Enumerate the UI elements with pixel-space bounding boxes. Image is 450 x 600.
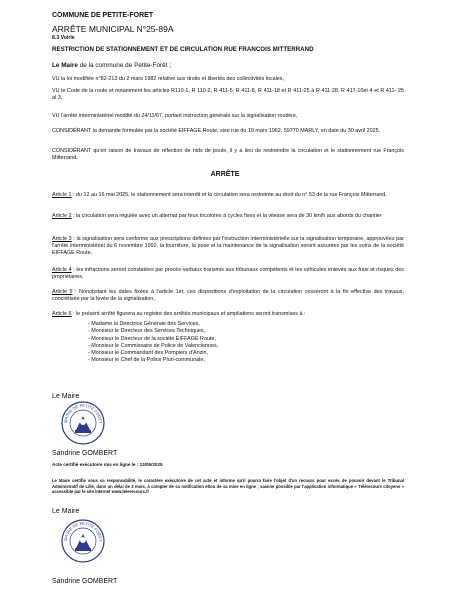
article-1-label: Article 1 — [52, 192, 72, 198]
document-title: RESTRICTION DE STATIONNEMENT ET DE CIRCULATION RUE FRANCOIS MITTERRAND — [52, 46, 314, 53]
signature-name-2: Sandrine GOMBERT — [52, 578, 118, 585]
legal-notice: Le Maire certifie sous sa responsabilité, le caractère exécutoire de cet acte et informe qu'il pourra faire l'objet d'un recours pour excès de pouvoir devant le Tribunal Administratif de Lille, dans un délai de 2 mois, à compter de sa notification et/ou de sa mise en ligne ; saisine possible par l'application informatique « Télérecours citoyens » accessible par le site internet www.telerecours.fr — [52, 478, 404, 495]
article-6 — [52, 311, 404, 318]
publication-date: Acte certifié exécutoire mis en ligne le : 13/05/2025 — [52, 462, 163, 467]
arrete-heading: ARRÊTE — [210, 171, 240, 178]
article-2 — [52, 213, 404, 220]
article-3 — [52, 236, 404, 258]
article-2-label: Article 2 — [52, 213, 72, 219]
category-label: 8.3 Voirie — [52, 35, 75, 41]
visa-1: VU la loi modifiée n°82-213 du 2 mars 1982 relative aux droits et libertés des collectivités locales, — [52, 76, 284, 82]
visa-2: VU le Code de la route et notamment les articles R110-1, R 110-2, R 411-5, R 411-8, R 411-18 et R 411-25 à R 411-28, R 417-10et 4 et R 411- 25 al 3, — [52, 88, 404, 102]
intro-le-maire: Le Maire — [52, 62, 78, 69]
article-2-text: : la circulation sera régulée avec un alternat par feux tricolores à cycles fixes et la vitesse sera de 30 km/h aux abords du chantier — [71, 213, 382, 219]
article-5-label: Article 5 — [52, 289, 73, 295]
recipients-list — [88, 321, 218, 365]
article-4-text: : les infractions seront constatées par procès-verbaux transmis aux tribunaux compétents et les véhicules enlevés aux frais et risques des propriétaires, — [52, 267, 404, 281]
article-4-label: Article 4 — [52, 267, 72, 273]
article-6-label: Article 6 — [52, 311, 72, 317]
recipient-item: - Monsieur le Chef de la Police Pluri-communale, — [88, 357, 205, 364]
recipient-item: - Monsieur le Directeur des Services Techniques, — [88, 328, 206, 335]
article-3-label: Article 3 — [52, 236, 72, 242]
signature-role-1: Le Maire — [52, 393, 80, 400]
signature-role-2: Le Maire — [52, 508, 80, 515]
article-3-text: : la signalisation sera conforme aux prescriptions définies par l'instruction interministérielle sur la signalisation temporaire, approuvées par l'arrêté interministériel du 6 novembre 1992, la fourniture, la pose et la maintenance de la signalisation seront assurées par les soins de la société EIFFAGE Route, — [52, 236, 405, 257]
visa-5: CONSIDÉRANT qu'en raison de travaux de réfection de nids de poule, il y a lieu de restreindre la circulation et le stationnement rue François Mitterrand, — [52, 148, 404, 162]
visa-4: CONSIDÉRANT la demande formulée par la société EIFFAGE Route, sise rue du 19 mars 1962, 59770 MARLY, en date du 30 avril 2025, — [52, 128, 381, 134]
commune-name: COMMUNE DE PETITE-FORET — [52, 12, 154, 19]
signature-name-1: Sandrine GOMBERT — [52, 450, 118, 457]
article-1-text: : du 12 au 16 mai 2025, le stationnement sera interdit et la circulation sera restreinte au droit du n° 53 de la rue François Mitterrand, — [71, 192, 387, 198]
visa-3: VU l'arrêté interministériel modifié du 24/11/67, portant instruction générale sur la signalisation routière, — [52, 113, 298, 119]
mairie-seal-icon — [60, 518, 106, 564]
seal-text: MAIRIE DE PETITE-FORET — [62, 402, 104, 424]
article-1 — [52, 192, 404, 199]
arrete-number: ARRÊTE MUNICIPAL N°25-89A — [52, 24, 174, 34]
article-6-text: : le présent arrêté figurera au registre des arrêtés municipaux et ampliations seront transmises à : — [71, 311, 306, 317]
intro-commune: de la commune de Petite-Forêt ; — [77, 62, 172, 69]
intro-line — [52, 62, 171, 69]
mairie-seal-icon — [60, 400, 106, 446]
recipient-item: - Monsieur le Commissaire de Police de Valenciennes, — [88, 342, 219, 349]
recipient-item: - Monsieur le Commandant des Pompiers d'Anzin, — [88, 350, 208, 357]
recipient-item: - Madame la Directrice Générale des Services, — [88, 321, 200, 327]
recipient-item: - Monsieur le Directeur de la société EIFFAGE Route, — [88, 335, 216, 342]
article-4 — [52, 267, 404, 281]
seal-text: MAIRIE DE PETITE-FORET — [62, 520, 104, 542]
article-5-text: : Nonobstant les dates fixées à l'article 1er, ces dispositions d'exploitation de la circulation cesseront à la fin effective des travaux, concrétisée par la levée de la signalisation, — [52, 289, 404, 303]
article-5 — [52, 289, 404, 303]
